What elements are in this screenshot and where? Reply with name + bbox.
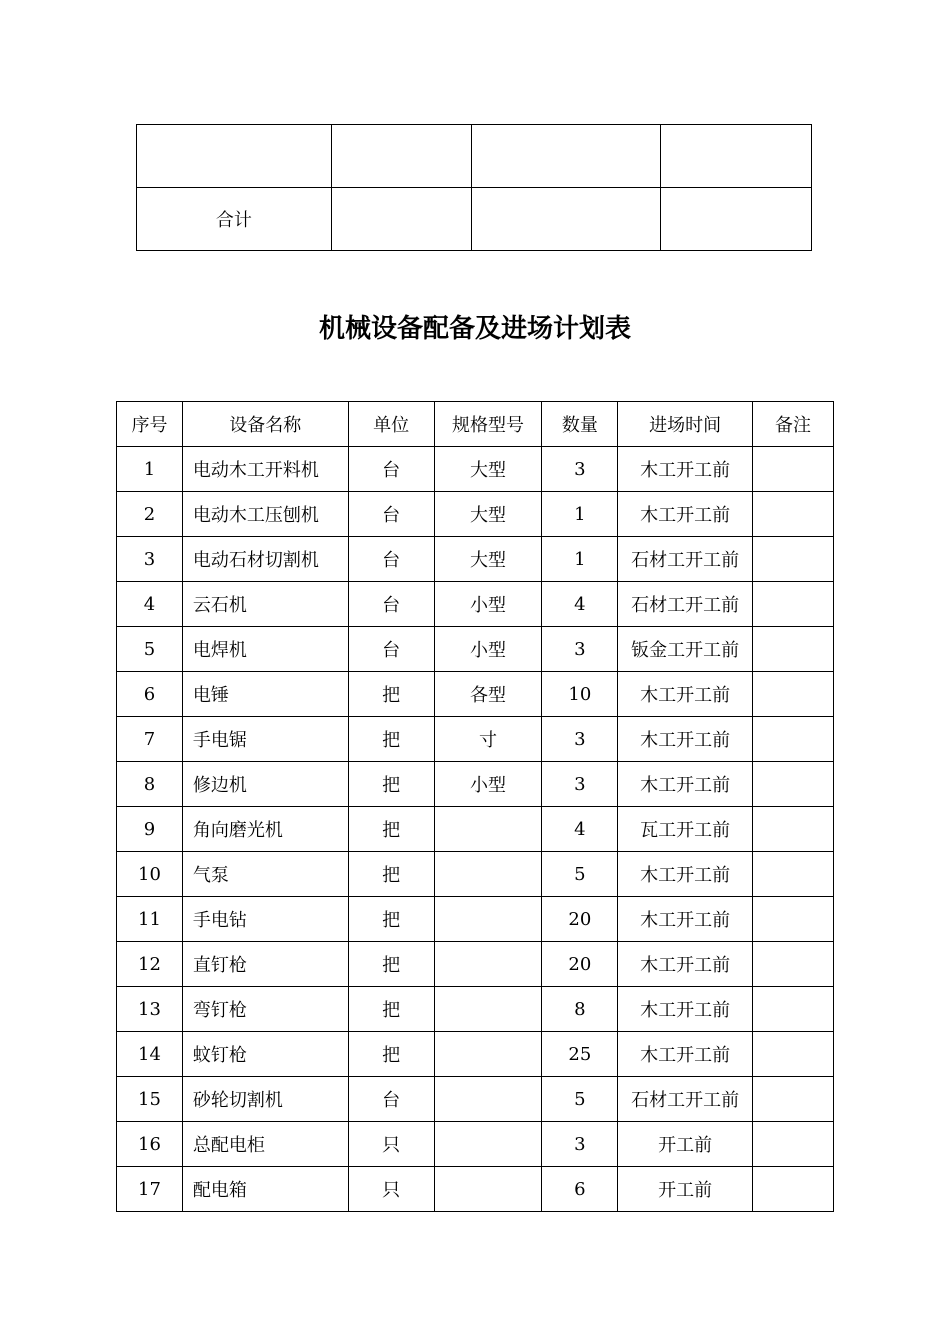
table-cell: 砂轮切割机 (182, 1077, 348, 1122)
column-header: 设备名称 (182, 402, 348, 447)
table-cell (753, 987, 834, 1032)
table-cell (434, 1122, 542, 1167)
table-cell: 只 (348, 1167, 434, 1212)
summary-cell: 合计 (137, 188, 332, 251)
table-cell: 大型 (434, 537, 542, 582)
table-cell: 钣金工开工前 (618, 627, 753, 672)
table-cell: 10 (542, 672, 618, 717)
table-row (117, 852, 834, 897)
table-cell (434, 807, 542, 852)
table-cell: 1 (542, 537, 618, 582)
table-cell: 修边机 (182, 762, 348, 807)
table-cell: 手电钻 (182, 897, 348, 942)
table-cell: 20 (542, 942, 618, 987)
table-cell: 9 (117, 807, 183, 852)
equipment-table-body (117, 447, 834, 1212)
table-cell (753, 897, 834, 942)
table-cell (753, 492, 834, 537)
summary-cell (661, 188, 812, 251)
summary-row (137, 188, 812, 251)
table-cell: 5 (542, 852, 618, 897)
equipment-table-header (117, 402, 834, 447)
summary-cell (331, 125, 471, 188)
table-cell: 角向磨光机 (182, 807, 348, 852)
equipment-plan-table (116, 401, 834, 1212)
table-cell: 15 (117, 1077, 183, 1122)
table-cell: 台 (348, 627, 434, 672)
table-cell (434, 987, 542, 1032)
table-cell: 1 (542, 492, 618, 537)
table-row (117, 582, 834, 627)
table-cell: 小型 (434, 627, 542, 672)
table-row (117, 537, 834, 582)
table-cell: 5 (117, 627, 183, 672)
table-cell: 台 (348, 1077, 434, 1122)
table-cell (753, 627, 834, 672)
table-cell: 电动石材切割机 (182, 537, 348, 582)
table-cell (753, 1122, 834, 1167)
table-row (117, 1077, 834, 1122)
table-cell: 气泵 (182, 852, 348, 897)
table-cell: 木工开工前 (618, 852, 753, 897)
table-cell: 把 (348, 852, 434, 897)
table-cell: 手电锯 (182, 717, 348, 762)
table-row (117, 627, 834, 672)
table-cell: 瓦工开工前 (618, 807, 753, 852)
table-cell: 木工开工前 (618, 762, 753, 807)
table-cell: 只 (348, 1122, 434, 1167)
table-cell: 25 (542, 1032, 618, 1077)
table-cell: 弯钉枪 (182, 987, 348, 1032)
table-cell: 2 (117, 492, 183, 537)
table-row (117, 762, 834, 807)
table-cell: 各型 (434, 672, 542, 717)
table-cell: 3 (542, 762, 618, 807)
table-cell: 木工开工前 (618, 942, 753, 987)
table-cell: 8 (542, 987, 618, 1032)
summary-cell (661, 125, 812, 188)
table-row (117, 492, 834, 537)
table-cell: 小型 (434, 762, 542, 807)
table-cell: 寸 (434, 717, 542, 762)
table-cell: 10 (117, 852, 183, 897)
table-cell: 4 (117, 582, 183, 627)
table-cell: 蚊钉枪 (182, 1032, 348, 1077)
table-row (117, 942, 834, 987)
table-cell: 17 (117, 1167, 183, 1212)
summary-cell (331, 188, 471, 251)
summary-table-body (137, 125, 812, 251)
table-cell: 云石机 (182, 582, 348, 627)
table-cell: 把 (348, 672, 434, 717)
table-row (117, 1122, 834, 1167)
column-header: 备注 (753, 402, 834, 447)
table-cell: 把 (348, 897, 434, 942)
table-cell (434, 1077, 542, 1122)
table-cell: 台 (348, 582, 434, 627)
column-header: 序号 (117, 402, 183, 447)
table-cell: 把 (348, 942, 434, 987)
table-cell: 把 (348, 807, 434, 852)
table-cell: 4 (542, 807, 618, 852)
table-cell: 木工开工前 (618, 672, 753, 717)
table-cell: 台 (348, 537, 434, 582)
table-cell: 电焊机 (182, 627, 348, 672)
table-cell (434, 1032, 542, 1077)
table-cell: 石材工开工前 (618, 1077, 753, 1122)
table-cell: 木工开工前 (618, 492, 753, 537)
table-cell (753, 852, 834, 897)
table-cell: 把 (348, 717, 434, 762)
table-cell: 小型 (434, 582, 542, 627)
table-cell: 6 (542, 1167, 618, 1212)
table-cell: 把 (348, 762, 434, 807)
table-cell: 开工前 (618, 1167, 753, 1212)
table-cell: 直钉枪 (182, 942, 348, 987)
summary-cell (471, 125, 661, 188)
column-header: 数量 (542, 402, 618, 447)
summary-row (137, 125, 812, 188)
summary-table (136, 124, 812, 251)
table-cell: 3 (542, 627, 618, 672)
summary-cell (471, 188, 661, 251)
table-cell: 石材工开工前 (618, 582, 753, 627)
table-cell: 木工开工前 (618, 1032, 753, 1077)
table-cell: 台 (348, 447, 434, 492)
table-cell: 石材工开工前 (618, 537, 753, 582)
table-cell: 木工开工前 (618, 447, 753, 492)
page-title: 机械设备配备及进场计划表 (318, 314, 631, 344)
table-cell (434, 942, 542, 987)
table-cell: 配电箱 (182, 1167, 348, 1212)
table-cell: 6 (117, 672, 183, 717)
table-cell (753, 672, 834, 717)
table-cell: 总配电柜 (182, 1122, 348, 1167)
table-cell: 16 (117, 1122, 183, 1167)
table-cell: 把 (348, 987, 434, 1032)
table-cell: 11 (117, 897, 183, 942)
table-cell: 大型 (434, 492, 542, 537)
table-cell: 木工开工前 (618, 897, 753, 942)
table-cell: 12 (117, 942, 183, 987)
table-cell (753, 762, 834, 807)
table-cell (434, 897, 542, 942)
table-cell: 14 (117, 1032, 183, 1077)
table-cell: 7 (117, 717, 183, 762)
table-row (117, 672, 834, 717)
column-header: 规格型号 (434, 402, 542, 447)
table-cell (753, 1077, 834, 1122)
table-cell (753, 807, 834, 852)
table-cell (753, 582, 834, 627)
table-cell (753, 537, 834, 582)
table-cell: 木工开工前 (618, 717, 753, 762)
table-cell (753, 1032, 834, 1077)
table-cell: 3 (542, 447, 618, 492)
table-cell: 木工开工前 (618, 987, 753, 1032)
table-cell: 开工前 (618, 1122, 753, 1167)
table-cell: 13 (117, 987, 183, 1032)
table-cell: 电动木工开料机 (182, 447, 348, 492)
table-cell: 大型 (434, 447, 542, 492)
table-cell: 把 (348, 1032, 434, 1077)
table-cell: 4 (542, 582, 618, 627)
table-row (117, 717, 834, 762)
table-cell: 3 (542, 717, 618, 762)
table-cell: 3 (542, 1122, 618, 1167)
table-cell (753, 447, 834, 492)
table-row (117, 897, 834, 942)
table-cell: 台 (348, 492, 434, 537)
header-row (117, 402, 834, 447)
table-row (117, 987, 834, 1032)
table-cell (753, 942, 834, 987)
table-cell: 1 (117, 447, 183, 492)
table-cell: 20 (542, 897, 618, 942)
table-cell (434, 1167, 542, 1212)
column-header: 单位 (348, 402, 434, 447)
table-cell (753, 717, 834, 762)
table-cell (434, 852, 542, 897)
table-cell: 8 (117, 762, 183, 807)
table-cell: 5 (542, 1077, 618, 1122)
table-cell: 电动木工压刨机 (182, 492, 348, 537)
column-header: 进场时间 (618, 402, 753, 447)
table-row (117, 1032, 834, 1077)
table-cell: 3 (117, 537, 183, 582)
table-row (117, 1167, 834, 1212)
table-row (117, 807, 834, 852)
table-row (117, 447, 834, 492)
table-cell (753, 1167, 834, 1212)
summary-cell (137, 125, 332, 188)
table-cell: 电锤 (182, 672, 348, 717)
